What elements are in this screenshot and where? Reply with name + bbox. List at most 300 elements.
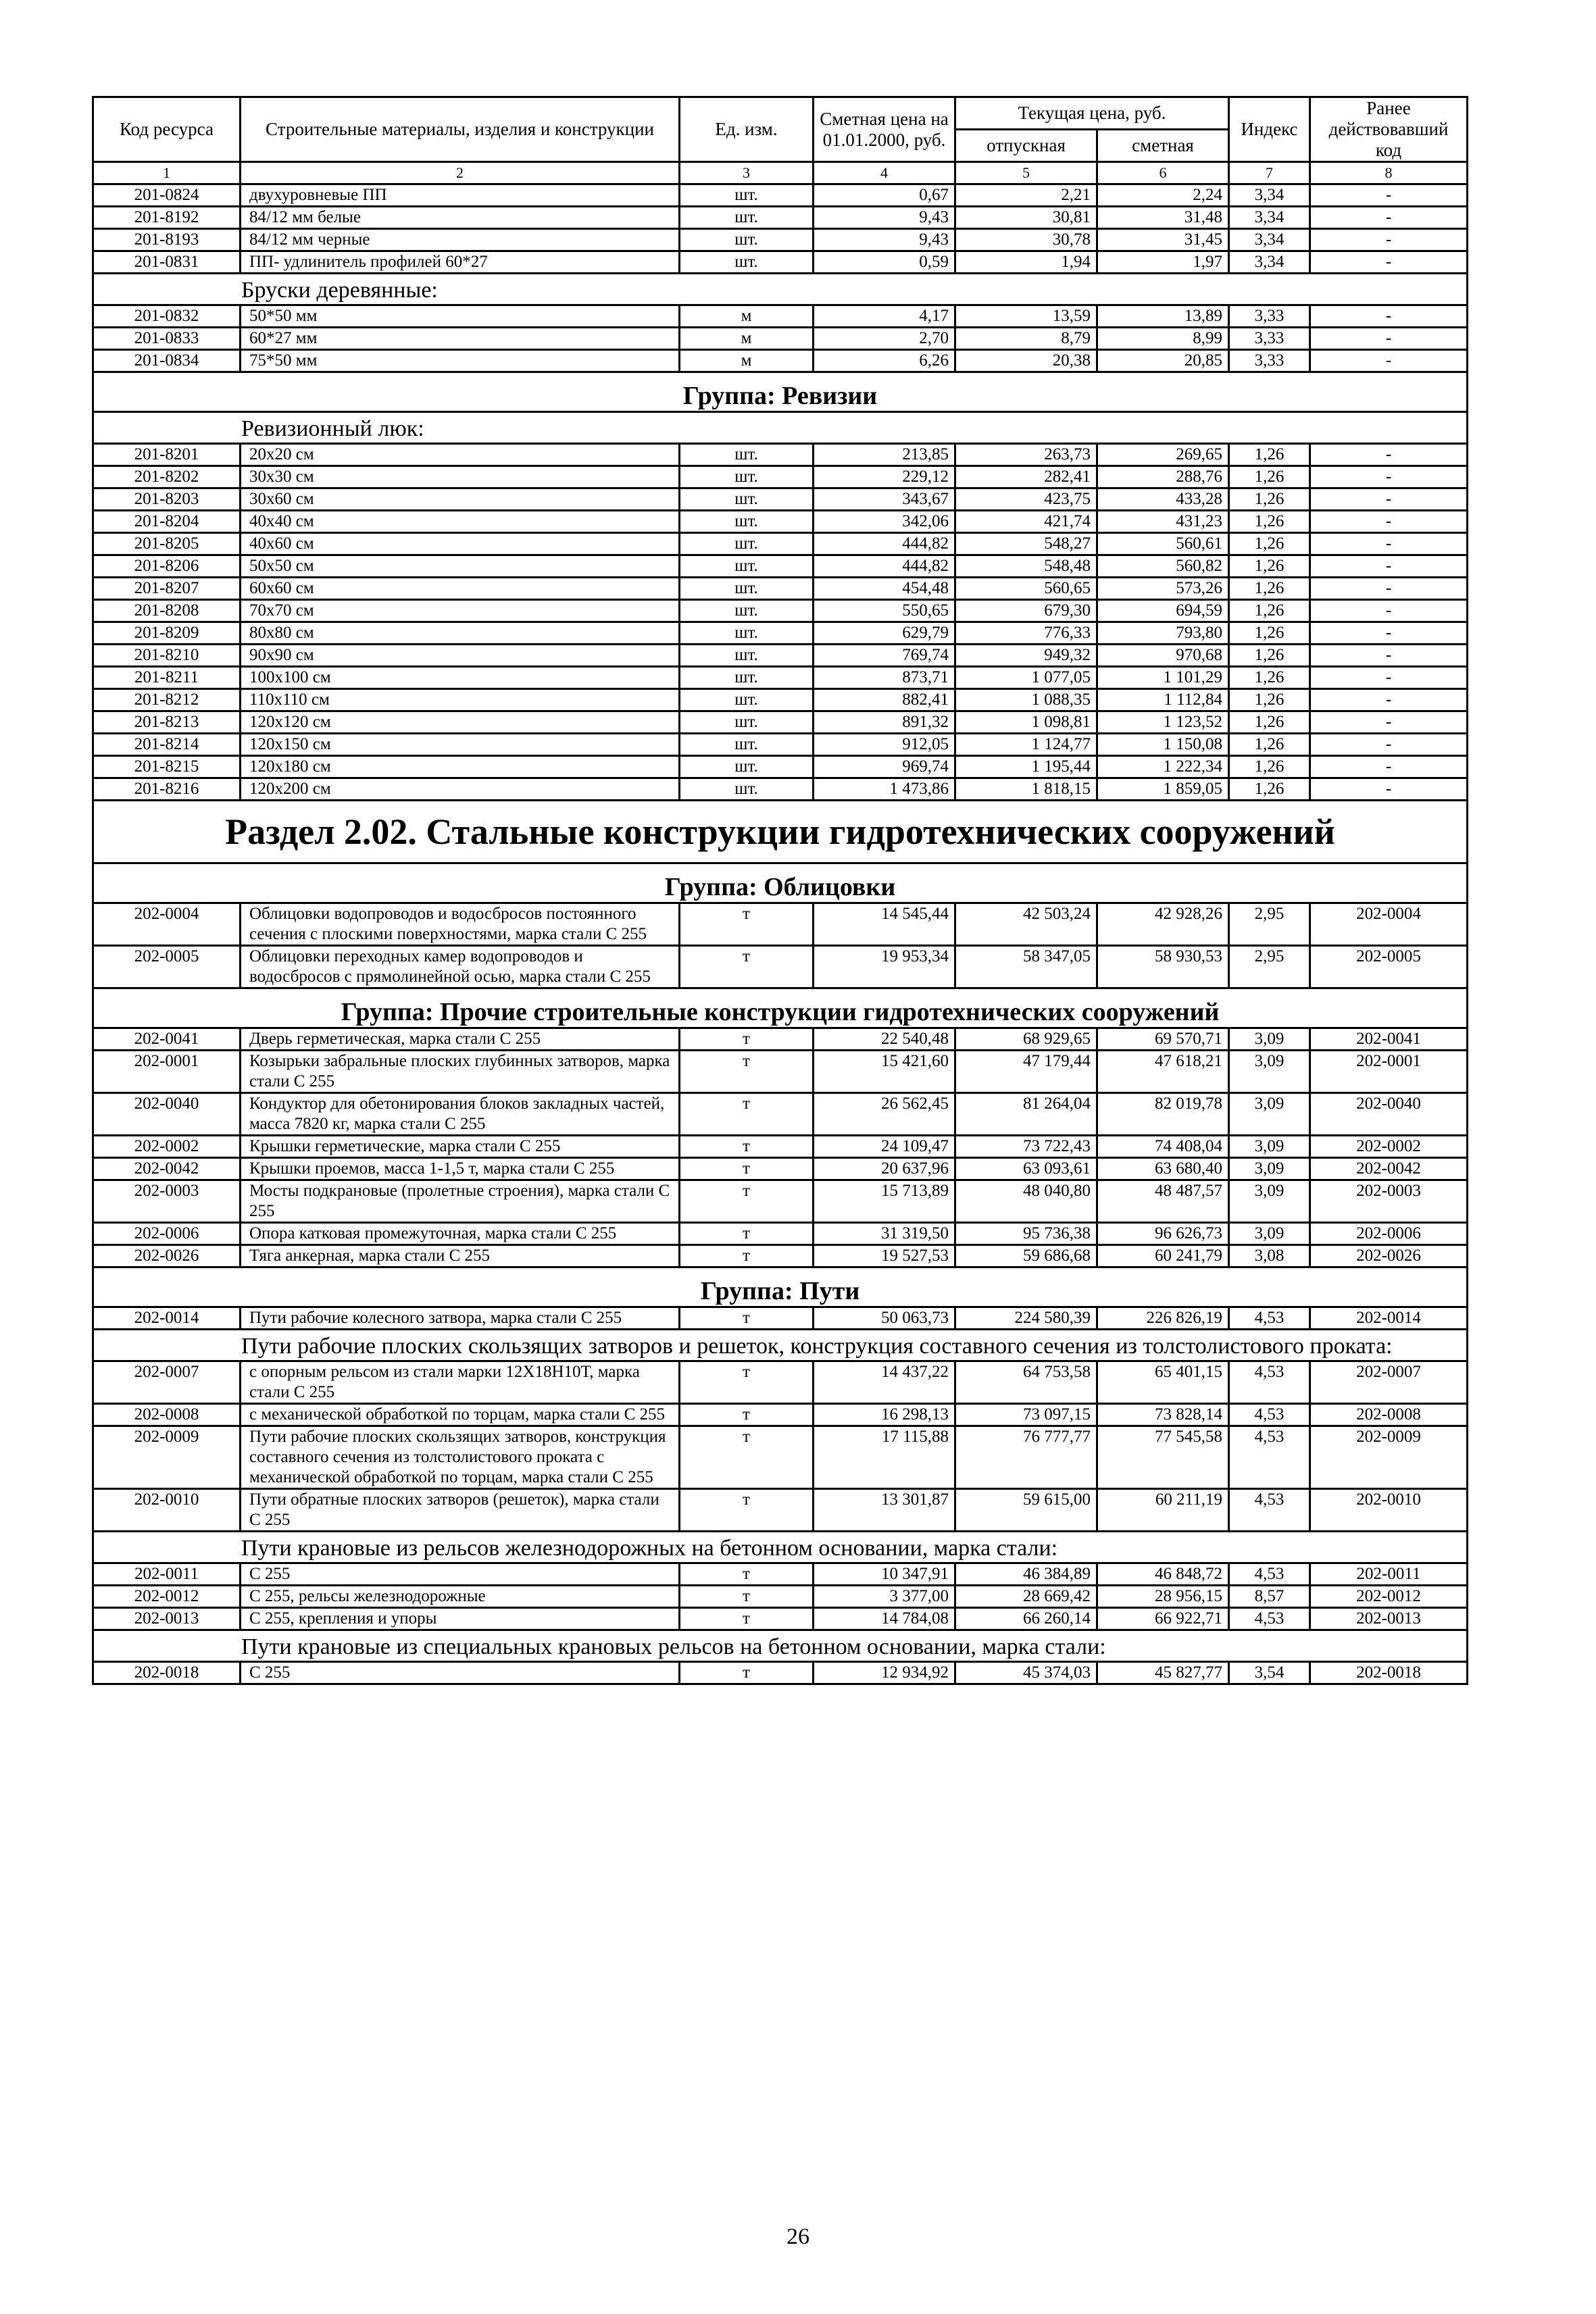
table-row (93, 1404, 1468, 1426)
base-price-cell: 969,74 (814, 756, 955, 778)
resource-code-cell: 202-0005 (93, 946, 241, 988)
estimate-price-cell: 42 928,26 (1097, 903, 1229, 946)
group-row (93, 1267, 1468, 1307)
material-name-cell: ПП- удлинитель профилей 60*27 (241, 251, 680, 274)
unit-cell: шт. (680, 466, 814, 488)
prev-code-cell: 202-0001 (1310, 1051, 1468, 1093)
material-name-cell: 50*50 мм (241, 305, 680, 328)
group-title: Группа: Прочие строительные конструкции гидротехнических сооружений (93, 988, 1468, 1028)
prev-code-cell: 202-0009 (1310, 1426, 1468, 1489)
col-number: 1 (93, 162, 241, 184)
subgroup-title: Пути рабочие плоских скользящих затворов и решеток, конструкция составного сечения из толстолистового проката: (93, 1330, 1468, 1361)
resource-code-cell: 201-0834 (93, 350, 241, 372)
subgroup-row (93, 412, 1468, 444)
prev-code-cell: - (1310, 251, 1468, 274)
material-name-cell: 60х60 см (241, 578, 680, 600)
material-name-cell: Мосты подкрановые (пролетные строения), марка стали С 255 (241, 1180, 680, 1223)
release-price-cell: 59 686,68 (955, 1245, 1097, 1267)
unit-cell: шт. (680, 778, 814, 801)
release-price-cell: 66 260,14 (955, 1608, 1097, 1630)
release-price-cell: 81 264,04 (955, 1093, 1097, 1136)
table-row (93, 778, 1468, 801)
table-row (93, 1223, 1468, 1245)
table-row (93, 511, 1468, 533)
price-list-page (92, 96, 1466, 1685)
index-cell: 3,08 (1229, 1245, 1310, 1267)
index-cell: 1,26 (1229, 756, 1310, 778)
base-price-cell: 891,32 (814, 711, 955, 734)
resource-code-cell: 201-8212 (93, 689, 241, 711)
index-cell: 3,34 (1229, 251, 1310, 274)
material-name-cell: Дверь герметическая, марка стали С 255 (241, 1028, 680, 1051)
estimate-price-cell: 47 618,21 (1097, 1051, 1229, 1093)
prev-code-cell: - (1310, 622, 1468, 645)
resource-code-cell: 202-0006 (93, 1223, 241, 1245)
base-price-cell: 4,17 (814, 305, 955, 328)
estimate-price-cell: 573,26 (1097, 578, 1229, 600)
release-price-cell: 76 777,77 (955, 1426, 1097, 1489)
table-row (93, 555, 1468, 578)
resource-code-cell: 201-8210 (93, 645, 241, 667)
prev-code-cell: 202-0012 (1310, 1586, 1468, 1608)
release-price-cell: 48 040,80 (955, 1180, 1097, 1223)
base-price-cell: 31 319,50 (814, 1223, 955, 1245)
table-row (93, 1307, 1468, 1330)
material-name-cell: С 255 (241, 1563, 680, 1586)
header-current-price: Текущая цена, руб. (955, 97, 1229, 130)
base-price-cell: 9,43 (814, 207, 955, 229)
release-price-cell: 58 347,05 (955, 946, 1097, 988)
unit-cell: шт. (680, 667, 814, 689)
material-name-cell: 50х50 см (241, 555, 680, 578)
estimate-price-cell: 433,28 (1097, 488, 1229, 511)
prev-code-cell: 202-0004 (1310, 903, 1468, 946)
header-prev-code: Ранее действовавший код (1310, 97, 1468, 162)
group-title: Группа: Ревизии (93, 372, 1468, 412)
base-price-cell: 912,05 (814, 734, 955, 756)
index-cell: 4,53 (1229, 1489, 1310, 1532)
estimate-price-cell: 60 211,19 (1097, 1489, 1229, 1532)
unit-cell: т (680, 1489, 814, 1532)
release-price-cell: 1 195,44 (955, 756, 1097, 778)
table-row (93, 444, 1468, 466)
table-row (93, 1361, 1468, 1404)
resource-code-cell: 202-0012 (93, 1586, 241, 1608)
prev-code-cell: 202-0007 (1310, 1361, 1468, 1404)
group-row (93, 372, 1468, 412)
section-row (93, 801, 1468, 863)
base-price-cell: 15 713,89 (814, 1180, 955, 1223)
base-price-cell: 15 421,60 (814, 1051, 955, 1093)
index-cell: 3,09 (1229, 1093, 1310, 1136)
unit-cell: т (680, 903, 814, 946)
unit-cell: шт. (680, 207, 814, 229)
base-price-cell: 873,71 (814, 667, 955, 689)
release-price-cell: 46 384,89 (955, 1563, 1097, 1586)
header-release: отпускная (955, 130, 1097, 162)
material-name-cell: Облицовки водопроводов и водосбросов постоянного сечения с плоскими поверхностями, марка стали С 255 (241, 903, 680, 946)
col-number: 7 (1229, 162, 1310, 184)
prev-code-cell: - (1310, 555, 1468, 578)
index-cell: 3,33 (1229, 328, 1310, 350)
index-cell: 1,26 (1229, 555, 1310, 578)
prev-code-cell: 202-0002 (1310, 1136, 1468, 1158)
unit-cell: т (680, 1586, 814, 1608)
base-price-cell: 14 545,44 (814, 903, 955, 946)
base-price-cell: 20 637,96 (814, 1158, 955, 1180)
estimate-price-cell: 1 112,84 (1097, 689, 1229, 711)
table-row (93, 466, 1468, 488)
estimate-price-cell: 694,59 (1097, 600, 1229, 622)
index-cell: 1,26 (1229, 511, 1310, 533)
estimate-price-cell: 82 019,78 (1097, 1093, 1229, 1136)
release-price-cell: 13,59 (955, 305, 1097, 328)
table-row (93, 667, 1468, 689)
prev-code-cell: - (1310, 778, 1468, 801)
index-cell: 2,95 (1229, 946, 1310, 988)
unit-cell: шт. (680, 689, 814, 711)
material-name-cell: 75*50 мм (241, 350, 680, 372)
material-name-cell: Опора катковая промежуточная, марка стали С 255 (241, 1223, 680, 1245)
base-price-cell: 0,67 (814, 184, 955, 207)
material-name-cell: 40х40 см (241, 511, 680, 533)
unit-cell: шт. (680, 488, 814, 511)
resource-code-cell: 201-8204 (93, 511, 241, 533)
prev-code-cell: - (1310, 328, 1468, 350)
subgroup-row (93, 1330, 1468, 1361)
unit-cell: т (680, 1158, 814, 1180)
index-cell: 4,53 (1229, 1361, 1310, 1404)
release-price-cell: 1 818,15 (955, 778, 1097, 801)
estimate-price-cell: 2,24 (1097, 184, 1229, 207)
resource-code-cell: 201-8214 (93, 734, 241, 756)
unit-cell: т (680, 1028, 814, 1051)
resource-code-cell: 202-0007 (93, 1361, 241, 1404)
resource-code-cell: 201-8201 (93, 444, 241, 466)
prev-code-cell: 202-0005 (1310, 946, 1468, 988)
material-name-cell: 84/12 мм белые (241, 207, 680, 229)
resource-code-cell: 202-0009 (93, 1426, 241, 1489)
base-price-cell: 2,70 (814, 328, 955, 350)
unit-cell: т (680, 1426, 814, 1489)
base-price-cell: 26 562,45 (814, 1093, 955, 1136)
header-index: Индекс (1229, 97, 1310, 162)
unit-cell: т (680, 1136, 814, 1158)
base-price-cell: 444,82 (814, 533, 955, 555)
material-name-cell: 120х200 см (241, 778, 680, 801)
prev-code-cell: - (1310, 184, 1468, 207)
index-cell: 4,53 (1229, 1404, 1310, 1426)
index-cell: 4,53 (1229, 1426, 1310, 1489)
index-cell: 3,09 (1229, 1223, 1310, 1245)
release-price-cell: 421,74 (955, 511, 1097, 533)
table-row (93, 1426, 1468, 1489)
release-price-cell: 282,41 (955, 466, 1097, 488)
estimate-price-cell: 28 956,15 (1097, 1586, 1229, 1608)
index-cell: 3,09 (1229, 1158, 1310, 1180)
resource-code-cell: 202-0010 (93, 1489, 241, 1532)
material-name-cell: 120х120 см (241, 711, 680, 734)
material-name-cell: 90х90 см (241, 645, 680, 667)
resource-code-cell: 201-8207 (93, 578, 241, 600)
prev-code-cell: - (1310, 207, 1468, 229)
release-price-cell: 64 753,58 (955, 1361, 1097, 1404)
table-row (93, 488, 1468, 511)
unit-cell: шт. (680, 711, 814, 734)
index-cell: 1,26 (1229, 667, 1310, 689)
release-price-cell: 20,38 (955, 350, 1097, 372)
prev-code-cell: - (1310, 488, 1468, 511)
base-price-cell: 769,74 (814, 645, 955, 667)
release-price-cell: 224 580,39 (955, 1307, 1097, 1330)
resource-code-cell: 201-8203 (93, 488, 241, 511)
unit-cell: т (680, 1361, 814, 1404)
index-cell: 3,33 (1229, 305, 1310, 328)
material-name-cell: 70х70 см (241, 600, 680, 622)
estimate-price-cell: 560,82 (1097, 555, 1229, 578)
header-estimate: сметная (1097, 130, 1229, 162)
index-cell: 3,34 (1229, 229, 1310, 251)
release-price-cell: 47 179,44 (955, 1051, 1097, 1093)
release-price-cell: 1 088,35 (955, 689, 1097, 711)
material-name-cell: Облицовки переходных камер водопроводов и водосбросов с прямолинейной осью, марка стали С 255 (241, 946, 680, 988)
prev-code-cell: 202-0008 (1310, 1404, 1468, 1426)
release-price-cell: 1 077,05 (955, 667, 1097, 689)
table-row (93, 184, 1468, 207)
resource-code-cell: 202-0026 (93, 1245, 241, 1267)
index-cell: 1,26 (1229, 734, 1310, 756)
material-name-cell: Крышки герметические, марка стали С 255 (241, 1136, 680, 1158)
release-price-cell: 42 503,24 (955, 903, 1097, 946)
estimate-price-cell: 63 680,40 (1097, 1158, 1229, 1180)
estimate-price-cell: 96 626,73 (1097, 1223, 1229, 1245)
material-name-cell: Пути рабочие плоских скользящих затворов, конструкция составного сечения из толстолистового проката с механической обработкой по торцам, марка стали С 255 (241, 1426, 680, 1489)
material-name-cell: 60*27 мм (241, 328, 680, 350)
prev-code-cell: - (1310, 444, 1468, 466)
table-row (93, 756, 1468, 778)
estimate-price-cell: 58 930,53 (1097, 946, 1229, 988)
estimate-price-cell: 970,68 (1097, 645, 1229, 667)
unit-cell: шт. (680, 645, 814, 667)
material-name-cell: 40х60 см (241, 533, 680, 555)
index-cell: 2,95 (1229, 903, 1310, 946)
subgroup-title: Бруски деревянные: (93, 274, 1468, 305)
material-name-cell: 84/12 мм черные (241, 229, 680, 251)
estimate-price-cell: 77 545,58 (1097, 1426, 1229, 1489)
index-cell: 1,26 (1229, 689, 1310, 711)
release-price-cell: 45 374,03 (955, 1662, 1097, 1684)
release-price-cell: 59 615,00 (955, 1489, 1097, 1532)
prev-code-cell: 202-0010 (1310, 1489, 1468, 1532)
base-price-cell: 19 527,53 (814, 1245, 955, 1267)
unit-cell: шт. (680, 756, 814, 778)
index-cell: 3,34 (1229, 207, 1310, 229)
material-name-cell: с опорным рельсом из стали марки 12Х18Н10Т, марка стали С 255 (241, 1361, 680, 1404)
subgroup-row (93, 274, 1468, 305)
release-price-cell: 1 098,81 (955, 711, 1097, 734)
unit-cell: шт. (680, 184, 814, 207)
table-body (93, 184, 1468, 1684)
resource-code-cell: 201-8205 (93, 533, 241, 555)
prev-code-cell: 202-0013 (1310, 1608, 1468, 1630)
unit-cell: м (680, 305, 814, 328)
prev-code-cell: - (1310, 711, 1468, 734)
material-name-cell: Пути обратные плоских затворов (решеток), марка стали С 255 (241, 1489, 680, 1532)
subgroup-title: Пути крановые из рельсов железнодорожных на бетонном основании, марка стали: (93, 1532, 1468, 1563)
release-price-cell: 2,21 (955, 184, 1097, 207)
resource-code-cell: 201-0833 (93, 328, 241, 350)
base-price-cell: 14 437,22 (814, 1361, 955, 1404)
base-price-cell: 24 109,47 (814, 1136, 955, 1158)
index-cell: 1,26 (1229, 533, 1310, 555)
base-price-cell: 229,12 (814, 466, 955, 488)
release-price-cell: 548,48 (955, 555, 1097, 578)
table-row (93, 578, 1468, 600)
base-price-cell: 10 347,91 (814, 1563, 955, 1586)
material-name-cell: Кондуктор для обетонирования блоков закладных частей, масса 7820 кг, марка стали С 255 (241, 1093, 680, 1136)
table-row (93, 350, 1468, 372)
material-name-cell: 100х100 см (241, 667, 680, 689)
table-row (93, 1489, 1468, 1532)
estimate-price-cell: 31,48 (1097, 207, 1229, 229)
estimate-price-cell: 1 859,05 (1097, 778, 1229, 801)
resource-code-cell: 202-0014 (93, 1307, 241, 1330)
unit-cell: шт. (680, 578, 814, 600)
prev-code-cell: - (1310, 578, 1468, 600)
table-row (93, 251, 1468, 274)
release-price-cell: 1 124,77 (955, 734, 1097, 756)
resource-code-cell: 202-0011 (93, 1563, 241, 1586)
unit-cell: т (680, 1180, 814, 1223)
release-price-cell: 776,33 (955, 622, 1097, 645)
unit-cell: т (680, 1223, 814, 1245)
index-cell: 1,26 (1229, 600, 1310, 622)
release-price-cell: 30,78 (955, 229, 1097, 251)
resource-code-cell: 201-8192 (93, 207, 241, 229)
header-code: Код ресурса (93, 97, 241, 162)
index-cell: 1,26 (1229, 488, 1310, 511)
table-row (93, 305, 1468, 328)
col-number: 6 (1097, 162, 1229, 184)
prev-code-cell: - (1310, 533, 1468, 555)
unit-cell: т (680, 1662, 814, 1684)
unit-cell: шт. (680, 511, 814, 533)
col-number: 3 (680, 162, 814, 184)
estimate-price-cell: 1 101,29 (1097, 667, 1229, 689)
index-cell: 1,26 (1229, 444, 1310, 466)
estimate-price-cell: 45 827,77 (1097, 1662, 1229, 1684)
base-price-cell: 16 298,13 (814, 1404, 955, 1426)
index-cell: 1,26 (1229, 466, 1310, 488)
material-name-cell: Пути рабочие колесного затвора, марка стали С 255 (241, 1307, 680, 1330)
table-row (93, 1136, 1468, 1158)
estimate-price-cell: 1 222,34 (1097, 756, 1229, 778)
resource-code-cell: 202-0013 (93, 1608, 241, 1630)
resource-code-cell: 201-8213 (93, 711, 241, 734)
release-price-cell: 8,79 (955, 328, 1097, 350)
base-price-cell: 213,85 (814, 444, 955, 466)
release-price-cell: 30,81 (955, 207, 1097, 229)
resource-code-cell: 201-0824 (93, 184, 241, 207)
estimate-price-cell: 288,76 (1097, 466, 1229, 488)
prev-code-cell: 202-0003 (1310, 1180, 1468, 1223)
index-cell: 4,53 (1229, 1307, 1310, 1330)
base-price-cell: 343,67 (814, 488, 955, 511)
header-numbers-row (93, 162, 1468, 184)
resource-code-cell: 202-0002 (93, 1136, 241, 1158)
estimate-price-cell: 226 826,19 (1097, 1307, 1229, 1330)
table-row (93, 1608, 1468, 1630)
prev-code-cell: - (1310, 756, 1468, 778)
base-price-cell: 629,79 (814, 622, 955, 645)
release-price-cell: 548,27 (955, 533, 1097, 555)
release-price-cell: 423,75 (955, 488, 1097, 511)
resource-code-cell: 201-8216 (93, 778, 241, 801)
group-title: Группа: Пути (93, 1267, 1468, 1307)
prev-code-cell: - (1310, 229, 1468, 251)
unit-cell: т (680, 1051, 814, 1093)
prev-code-cell: - (1310, 689, 1468, 711)
release-price-cell: 263,73 (955, 444, 1097, 466)
base-price-cell: 50 063,73 (814, 1307, 955, 1330)
release-price-cell: 95 736,38 (955, 1223, 1097, 1245)
prev-code-cell: 202-0041 (1310, 1028, 1468, 1051)
base-price-cell: 19 953,34 (814, 946, 955, 988)
table-row (93, 1158, 1468, 1180)
resource-code-cell: 201-8202 (93, 466, 241, 488)
table-row (93, 1563, 1468, 1586)
base-price-cell: 13 301,87 (814, 1489, 955, 1532)
prev-code-cell: - (1310, 350, 1468, 372)
estimate-price-cell: 269,65 (1097, 444, 1229, 466)
table-row (93, 711, 1468, 734)
material-name-cell: 30х60 см (241, 488, 680, 511)
table-row (93, 946, 1468, 988)
header-row (93, 97, 1468, 130)
base-price-cell: 22 540,48 (814, 1028, 955, 1051)
release-price-cell: 73 722,43 (955, 1136, 1097, 1158)
estimate-price-cell: 8,99 (1097, 328, 1229, 350)
unit-cell: т (680, 1563, 814, 1586)
index-cell: 3,33 (1229, 350, 1310, 372)
base-price-cell: 444,82 (814, 555, 955, 578)
unit-cell: т (680, 946, 814, 988)
release-price-cell: 560,65 (955, 578, 1097, 600)
col-number: 2 (241, 162, 680, 184)
release-price-cell: 28 669,42 (955, 1586, 1097, 1608)
prev-code-cell: - (1310, 645, 1468, 667)
table-row (93, 1051, 1468, 1093)
resource-code-cell: 202-0042 (93, 1158, 241, 1180)
material-name-cell: двухуровневые ПП (241, 184, 680, 207)
unit-cell: т (680, 1245, 814, 1267)
unit-cell: шт. (680, 533, 814, 555)
base-price-cell: 3 377,00 (814, 1586, 955, 1608)
prev-code-cell: - (1310, 511, 1468, 533)
release-price-cell: 949,32 (955, 645, 1097, 667)
prev-code-cell: - (1310, 667, 1468, 689)
price-table (92, 96, 1468, 1685)
material-name-cell: 80х80 см (241, 622, 680, 645)
unit-cell: шт. (680, 734, 814, 756)
table-row (93, 229, 1468, 251)
base-price-cell: 14 784,08 (814, 1608, 955, 1630)
prev-code-cell: - (1310, 305, 1468, 328)
unit-cell: шт. (680, 251, 814, 274)
material-name-cell: 120х150 см (241, 734, 680, 756)
group-row (93, 988, 1468, 1028)
base-price-cell: 17 115,88 (814, 1426, 955, 1489)
